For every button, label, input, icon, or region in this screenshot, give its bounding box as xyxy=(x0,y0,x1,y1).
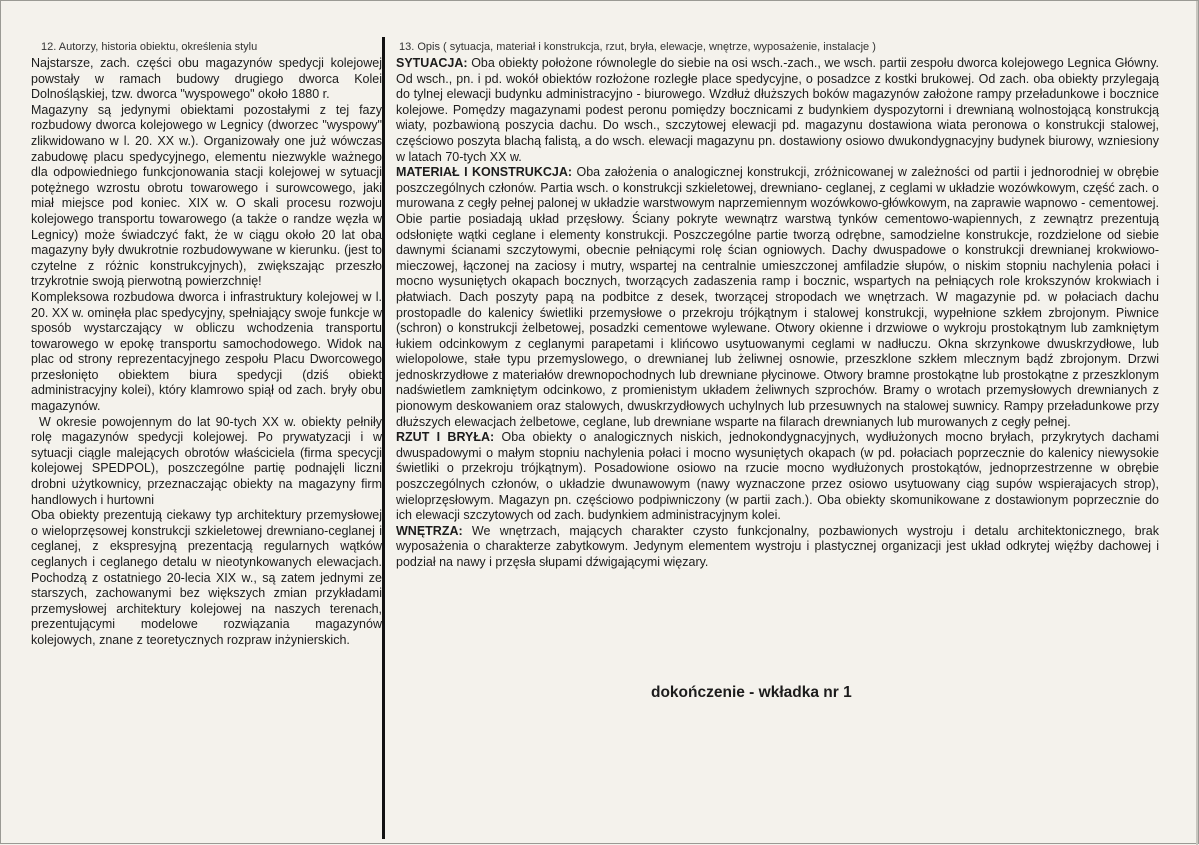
section-situation xyxy=(396,56,1159,165)
section-text: We wnętrzach, mających charakter czysto funkcjonalny, pozbawionych wystroju i detalu architektonicznego, brak wyposażenia o charakterze zabytkowym. Jedynym elementem wystroju i plastycznej organizacji jest układ odkrytej więźby dachowej i podział na nawy i przęsła słupami dźwigającymi więzary. xyxy=(396,523,1159,569)
section-plan xyxy=(396,430,1159,524)
history-paragraph: Kompleksowa rozbudowa dworca i infrastruktury kolejowej w l. 20. XX w. ominęła plac spedycyjny, spełniający swoje funkcje w sposób wystarczający w obliczu wchodzenia transportu towarowego w epokę transportu samochodowego. Widok na plac od strony reprezentacyjnego zespołu Placu Dworcowego przesłonięto obiektem biura spedycji (dziś obiekt administracyjny kolei), który klamrowo spiął od zach. bryły obu magazynów. xyxy=(31,289,382,414)
section-text: Oba założenia o analogicznej konstrukcji, zróżnicowanej w zależności od partii i jednorodniej w obrębie poszczególnych członów. Partia wsch. o konstrukcji szkieletowej, drewniano- ceglanej, z ceglami w układzie wozówkowym, część zach. o murowana z cegły pełnej palonej w układzie warstwowym naprzemiennym wozówkowo-główkowym, na zaprawie wapnowo - cementowej. Obie partie posiadają układ przęsłowy. Ściany pokryte wewnątrz warstwą tynków cementowo-wapiennych, z zewnątrz prezentują odsłonięte wątki ceglane i elementy konstrukcji. Poszczególne partie tworzą odrębne, samodzielne konstrukcje, rozdzielone od siebie dawnymi ścianami szczytowymi, obecnie pełniącymi rolę ścian ogniowych. Dachy dwuspadowe o konstrukcji drewnianej krokwiowo-mieczowej, łączonej na zaciosy i mutry, wspartej na centralnie umieszczonej amfiladzie słupów, o niskim stopniu nachylenia połaci i mocno wysuniętych okapach bocznych, tworzących zadaszenia ramp i bocznic, wspartych na pełniących role krokszynów krokwiach i płatwiach. Dach poszyty papą na podbitce z desek, tworzącej stropodach we wnętrzach. W magazynie pd. w połaciach dachu prostopadle do kalenicy świetliki przemysłowe o przekroju trójkątnym i stalowej konstrukcji, wypełnione szkłem zbrojonym. Piwnice (schron) o konstrukcji żelbetowej, posadzki cementowe wylewane. Otwory okienne i drzwiowe o wykroju prostokątnym lub zamkniętym łukiem odcinkowym z ceglanymi parapetami i klińcowo usytuowanymi ceglami w nadłuczu. Okna skrzynkowe dwuskrzydłowe, lub wielopolowe, stałe typu przemyslowego, o drewnianej lub żeliwnej osnowie, przeszklone szkłem mlecznym bądź zbrojonym. Drzwi jednoskrzydłowe z materiałów drewnopochodnych lub drewniane płycinowe. Otwory bramne prostokątne lub prostokątne z przeszklonym nadświetlem zamkniętym odcinkowo, z promienistym układem żeliwnych szprochów. Bramy o wrotach przemysłowych drewnianych z pionowym deskowaniem oraz stalowych, dwuskrzydłowych uchylnych lub przesuwnych na stalowej suwnicy. Rampy przeładunkowe przy dłuższych elewacjach żelbetowe, ceglane, lub drewniane wsparte na filarach drewnianych lub murowanych z cegły pełnej. xyxy=(396,165,1159,429)
history-paragraph: Oba obiekty prezentują ciekawy typ architektury przemysłowej o wieloprzęsowej konstrukcji szkieletowej drewniano-ceglanej i ceglanej, z ekspresyjną prezentacją regularnych wątków ceglanych i ceglanego detalu w nieotynkowanych elewacjach. Pochodzą z ostatniego 20-lecia XIX w., są zatem jednymi ze starszych, zachowanymi bez większych zmian przykładami przemysłowej architektury kolejowej na naszych terenach, prezentującymi modelowe rozwiązania magazynów kolejowych, znane z teoretycznych rozpraw inżynierskich. xyxy=(31,508,382,647)
section-label: RZUT I BRYŁA: xyxy=(396,430,495,445)
page-edge xyxy=(1196,1,1198,845)
section-text: Oba obiekty położone równolegle do siebie na osi wsch.-zach., we wsch. partii zespołu dworca kolejowego Legnica Główny. Od wsch., pn. i pd. wokół obiektów rozłożone rozległe place spedycyjne, o posadzce z kostki brukowej. Od zach. oba obiekty przylegają do tylnej elewacji budynku administracyjno - biurowego. Wzdłuż dłuższych boków magazynów założone rampy przeładunkowe i bocznice kolejowe. Pomędzy magazynami podest peronu pomiędzy bocznicami z budynkiem dyspozytorni i drewnianą wolnostojącą konstrukcją wiaty, pozbawioną poszycia dachu. Do wsch., szczytowej elewacji pd. magazynu dostawiona wiata peronowa o konstrukcji stalowej, częściowo poszyta blachą falistą, a do wsch. elewacji magazynu pn. dostawiony osiowo dwukondygnacyjny budynek biurowy, wzniesiony w latach 70-tych XX w. xyxy=(396,56,1159,164)
section-label: MATERIAŁ I KONSTRUKCJA: xyxy=(396,165,573,180)
column-divider xyxy=(382,37,385,839)
section-material xyxy=(396,165,1159,430)
section-interior xyxy=(396,524,1159,571)
continuation-note: dokończenie - wkładka nr 1 xyxy=(651,684,852,701)
right-column-heading: 13. Opis ( sytuacja, materiał i konstrukcja, rzut, bryła, elewacje, wnętrze, wyposażenie, instalacje ) xyxy=(399,41,876,53)
section-label: SYTUACJA: xyxy=(396,56,468,70)
history-column xyxy=(31,39,382,649)
section-text: Oba obiekty o analogicznych niskich, jednokondygnacyjnych, wydłużonych mocno bryłach, przykrytych dachami dwuspadowymi o małym stopniu nachylenia połaci i mocno wysuniętych okapach (w pd. połaciach poprzecznie do kalenicy niewysokie świetliki o przekroju trójkątnym). Posadowione osiowo na rzucie mocno wydłużonych prostokątów, jednoprzestrzenne w obrębie poszczególnych członów, o układzie dwunawowym (nawy wyznaczone przez osiowo usytuowany ciąg supów wspierajacych strop), wieloprzęsłowym. Magazyn pn. częściowo podpiwniczony (w partii zach.). Oba obiekty skomunikowane z dostawionym poprzecznie do ich elewacji szczytowych od zach. budynkiem administracyjnym kolei. xyxy=(396,430,1159,523)
history-paragraph: W okresie powojennym do lat 90-tych XX w. obiekty pełniły rolę magazynów spedycji kolejowej. Po prywatyzacji i w sytuacji ciągle malejących obrotów właściciela (firma specycji kolejowej SPEDPOL), poszczególne partię podnajęli liczni drobni użytkownicy, przeznaczając obiekty na magazyny firm handlowych i hurtowni xyxy=(31,414,382,507)
description-column xyxy=(396,56,1159,571)
history-paragraph: Najstarsze, zach. części obu magazynów spedycji kolejowej powstały w ramach budowy drugiego dworca Kolei Dolnośląskiej, tzw. dworca "wyspowego" około 1880 r. xyxy=(31,56,382,102)
section-label: WNĘTRZA: xyxy=(396,523,463,538)
history-paragraph: Magazyny są jedynymi obiektami pozostałymi z tej fazy rozbudowy dworca kolejowego w Legnicy (dworzec "wyspowy" zlikwidowano w l. 20. XX w.). Organizowały one już wówczas zabudowę placu spedycyjnego, elementu niezwykle ważnego dla odpowiedniego funkcjonowania stacji kolejowej w sytuacji potężnego wzrostu obrotu towarowego i surowcowego, jaki miał miejsce pod koniec. XIX w. O skali procesu rozwoju kolejowego transportu towarowego (a także o randze węzła w Legnicy) może świadczyć fakt, że w ciągu około 20 lat oba magazyny były dwukrotnie rozbudowywane w kierunku. (jest to czytelne z różnic konstrukcyjnych), zwiększając przeszło trzykrotnie swoją pierwotną powierzchnię! xyxy=(31,102,382,289)
left-column-heading: 12. Autorzy, historia obiektu, określenia stylu xyxy=(41,41,258,53)
